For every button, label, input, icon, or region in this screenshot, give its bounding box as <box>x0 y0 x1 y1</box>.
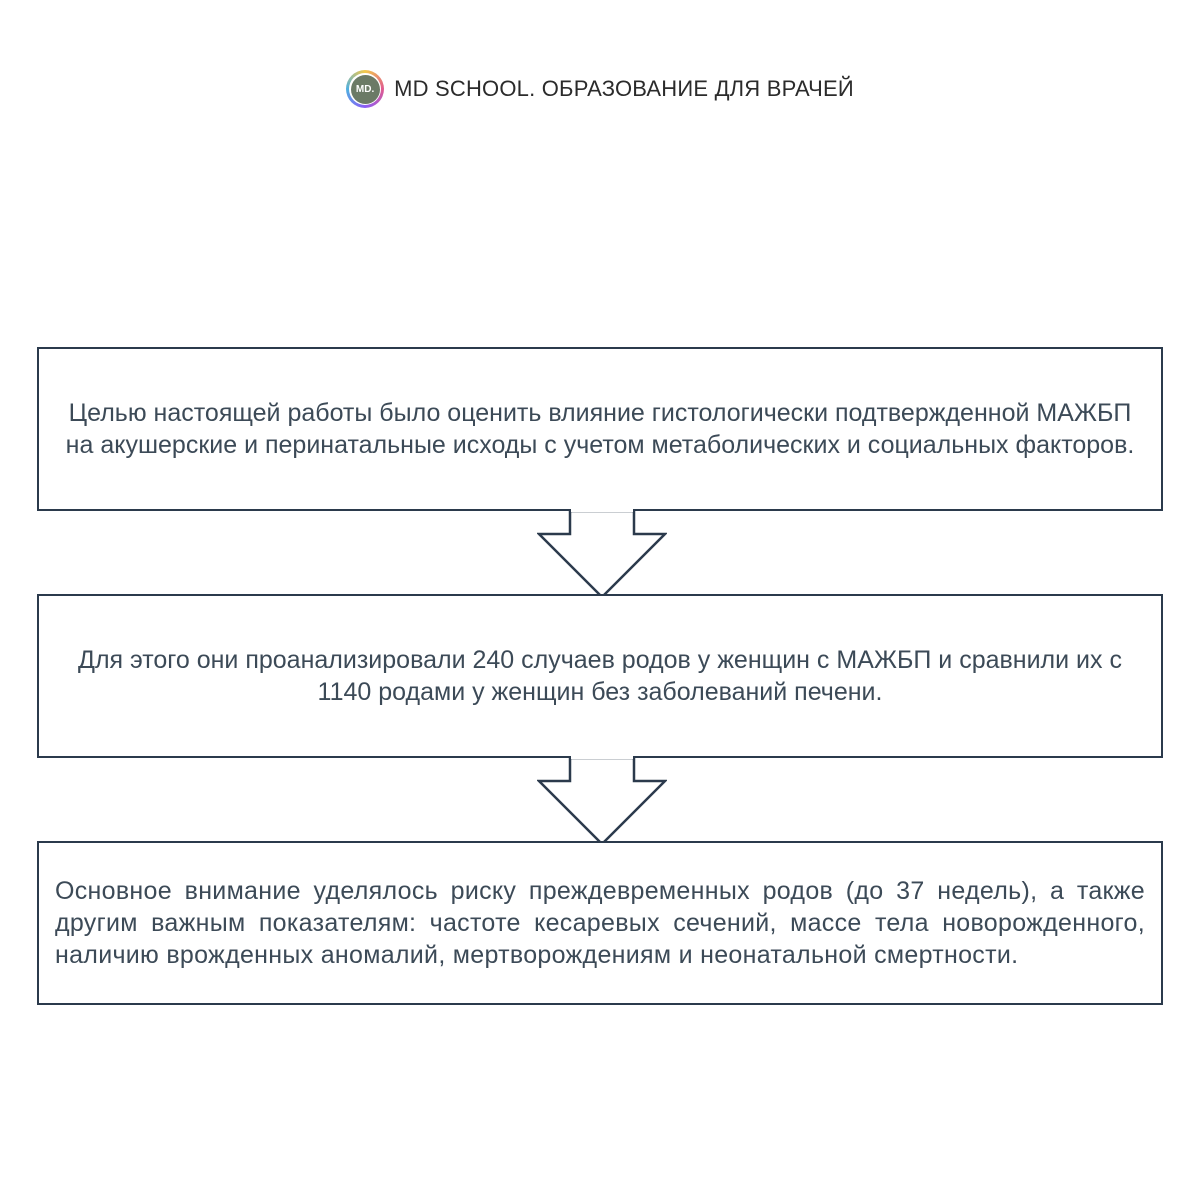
header <box>0 68 1200 110</box>
header-title: MD SCHOOL. ОБРАЗОВАНИЕ ДЛЯ ВРАЧЕЙ <box>394 76 854 101</box>
flow-step-1-text: Целью настоящей работы было оценить влияние гистологически подтвержденной МАЖБП на акушерские и перинатальные исходы с учетом метаболических и социальных факторов. <box>65 399 1135 459</box>
logo-text: MD. <box>351 75 380 104</box>
flow-step-2 <box>37 594 1163 758</box>
flow-step-1 <box>37 347 1163 511</box>
arrow-down-icon <box>537 509 667 599</box>
flow-step-3 <box>37 841 1163 1005</box>
flow-step-2-text: Для этого они проанализировали 240 случаев родов у женщин с МАЖБП и сравнили их с 1140 родами у женщин без заболеваний печени. <box>78 646 1122 706</box>
flow-step-3-text: Основное внимание уделялось риску преждевременных родов (до 37 недель), а также другим важным показателям: частоте кесаревых сечений, массе тела новорожденного, наличию врожденных аномалий, мертворождениям и неонатальной смертности. <box>55 877 1145 969</box>
md-school-logo <box>346 70 384 108</box>
arrow-down-icon <box>537 756 667 846</box>
